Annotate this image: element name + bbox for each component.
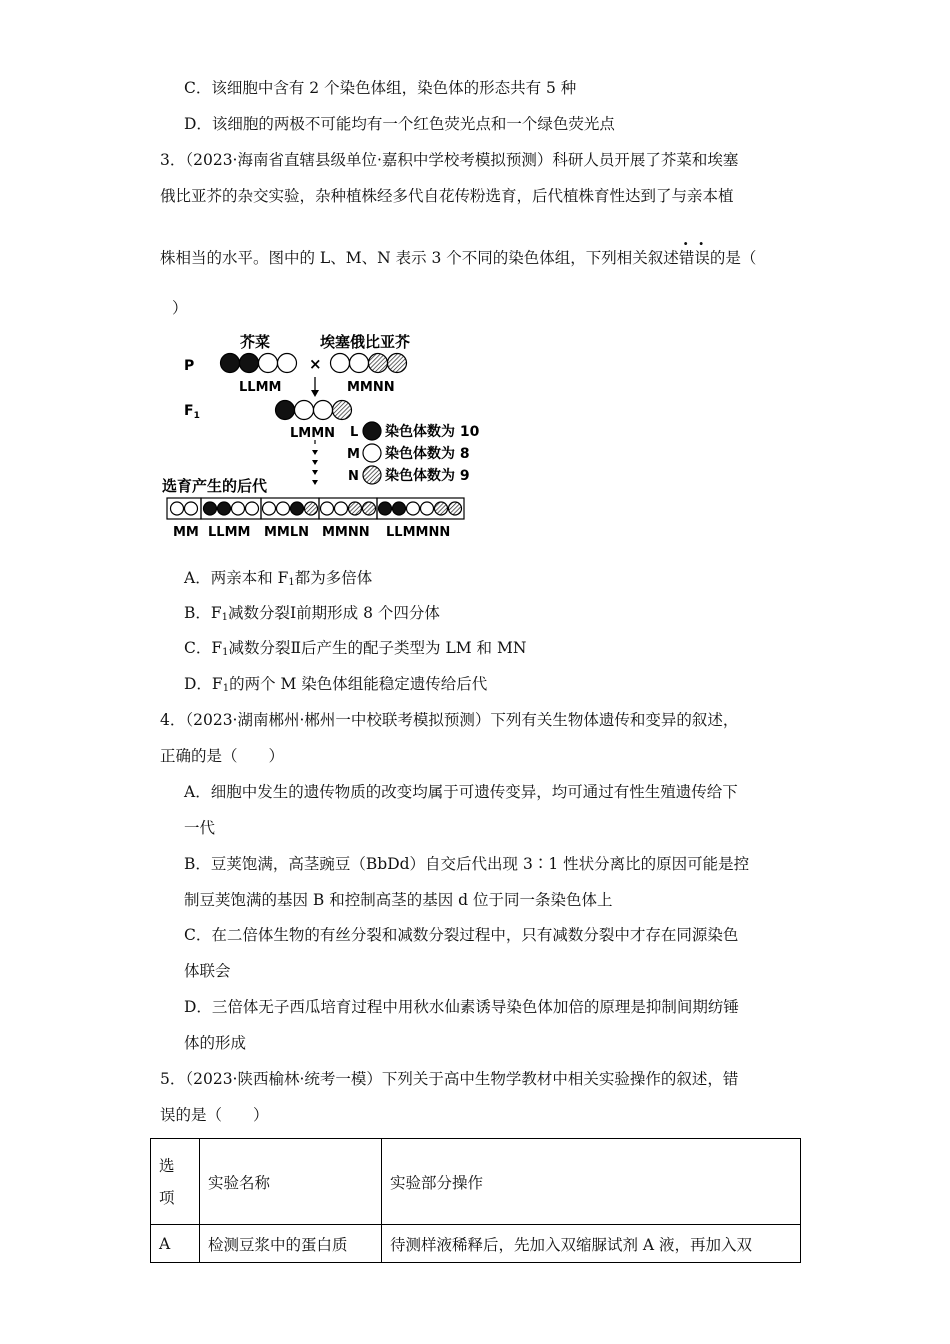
q3-stem-line2: 俄比亚芥的杂交实验，杂种植株经多代自花传粉选育，后代植株育性达到了与亲本植	[160, 187, 734, 205]
genome-cross-diagram	[150, 325, 510, 545]
table-cell: 检测豆浆中的蛋白质	[200, 1225, 382, 1263]
emphasis-char-1: 错	[678, 249, 695, 267]
q5-stem-line1: 5．（2023·陕西榆林·统考一模）下列关于高中生物学教材中相关实验操作的叙述，错	[160, 1070, 739, 1088]
parent2-genome: MMNN	[347, 380, 395, 395]
emphasis-char-2: 误	[694, 249, 710, 267]
q3-option-b: B．$F_1$减数分裂Ⅰ前期形成 8 个四分体	[184, 604, 440, 623]
chromosome-N-circle	[388, 354, 407, 373]
chromosome-M-circle	[278, 354, 297, 373]
legend-M-text: 染色体数为 8	[385, 446, 470, 462]
legend-L-circle	[363, 422, 381, 440]
legend-N-circle	[363, 466, 381, 484]
generation-f1-label: $F_1$	[184, 403, 200, 421]
q4-option-a-line2: 一代	[184, 819, 216, 837]
offspring-label: MMLN	[264, 525, 310, 540]
offspring-row	[167, 498, 464, 519]
parent1-label: 芥菜	[240, 333, 271, 351]
cross-symbol: ×	[309, 355, 322, 373]
chromosome-M-circle	[331, 354, 350, 373]
q4-option-c-line2: 体联会	[184, 962, 231, 980]
chromosome-N-circle	[333, 401, 352, 420]
table-header-cell: 实验名称	[200, 1139, 382, 1225]
q5-stem-line2: 误的是（ ）	[160, 1106, 269, 1124]
q2-option-d: D．该细胞的两极不可能均有一个红色荧光点和一个绿色荧光点	[184, 115, 615, 133]
legend-N-text: 染色体数为 9	[385, 468, 470, 484]
table-row	[151, 1225, 801, 1263]
chromosome-M-circle	[350, 354, 369, 373]
selection-arrows	[312, 440, 318, 485]
legend-M-letter: M	[347, 447, 360, 462]
q4-stem-line1: 4．（2023·湖南郴州·郴州一中校联考模拟预测）下列有关生物体遗传和变异的叙述，	[160, 711, 739, 729]
offspring-title: 选育产生的后代	[162, 477, 268, 495]
offspring-label: LLMM	[208, 525, 251, 540]
table-header-row	[151, 1139, 801, 1225]
q4-option-d-line1: D．三倍体无子西瓜培育过程中用秋水仙素诱导染色体加倍的原理是抑制间期纺锤	[184, 998, 739, 1016]
chromosome-L-circle	[221, 354, 240, 373]
q4-stem-line2: 正确的是（ ）	[160, 747, 285, 765]
table-cell: 待测样液稀释后，先加入双缩脲试剂 A 液，再加入双	[382, 1225, 801, 1263]
q3-stem-line1: 3．（2023·海南省直辖县级单位·嘉积中学校考模拟预测）科研人员开展了芥菜和埃塞	[160, 151, 739, 169]
offspring-label: MM	[173, 525, 199, 540]
q4-option-a-line1: A．细胞中发生的遗传物质的改变均属于可遗传变异，均可通过有性生殖遗传给下	[184, 783, 738, 801]
offspring-label: MMNN	[322, 525, 370, 540]
generation-p-label: P	[184, 358, 195, 374]
chromosome-M-circle	[295, 401, 314, 420]
offspring-label: LLMMNN	[386, 525, 451, 540]
parent2-label: 埃塞俄比亚芥	[320, 333, 411, 351]
legend-M-circle	[363, 444, 381, 462]
q3-stem-line3	[160, 248, 756, 268]
q2-option-c: C．该细胞中含有 2 个染色体组，染色体的形态共有 5 种	[184, 79, 577, 97]
q4-option-b-line1: B．豆荚饱满，高茎豌豆（BbDd）自交后代出现 3∶1 性状分离比的原因可能是控	[184, 855, 750, 873]
chromosome-L-circle	[276, 401, 295, 420]
table-header-cell: 选 项	[151, 1139, 200, 1225]
legend-L-text: 染色体数为 10	[385, 424, 480, 440]
f1-genome: LMMN	[290, 426, 336, 441]
q4-option-d-line2: 体的形成	[184, 1034, 247, 1052]
q3-stem-line3-end: 的是（	[709, 249, 757, 267]
q3-stem-line4: ）	[172, 299, 188, 317]
experiment-table	[150, 1138, 801, 1263]
parent1-genome: LLMM	[239, 380, 282, 395]
chromosome-M-circle	[314, 401, 333, 420]
arrow-head-icon	[311, 390, 319, 397]
q4-option-c-line1: C．在二倍体生物的有丝分裂和减数分裂过程中，只有减数分裂中才存在同源染色	[184, 926, 739, 944]
q4-option-b-line2: 制豆荚饱满的基因 B 和控制高茎的基因 d 位于同一条染色体上	[184, 891, 613, 909]
legend-N-letter: N	[348, 469, 359, 484]
q3-option-c: C．$F_1$减数分裂Ⅱ后产生的配子类型为 LM 和 MN	[184, 639, 527, 658]
q3-option-a: A．两亲本和 $F_1$都为多倍体	[184, 569, 373, 588]
chromosome-N-circle	[369, 354, 388, 373]
chromosome-L-circle	[240, 354, 259, 373]
q3-stem-line3-text: 株相当的水平。图中的 L、M、N 表示 3 个不同的染色体组，下列相关叙述	[160, 249, 679, 267]
table-header-cell: 实验部分操作	[382, 1139, 801, 1225]
table-cell: A	[151, 1225, 200, 1263]
chromosome-M-circle	[259, 354, 278, 373]
legend-L-letter: L	[350, 425, 359, 440]
q3-option-d: D．$F_1$的两个 M 染色体组能稳定遗传给后代	[184, 675, 488, 694]
